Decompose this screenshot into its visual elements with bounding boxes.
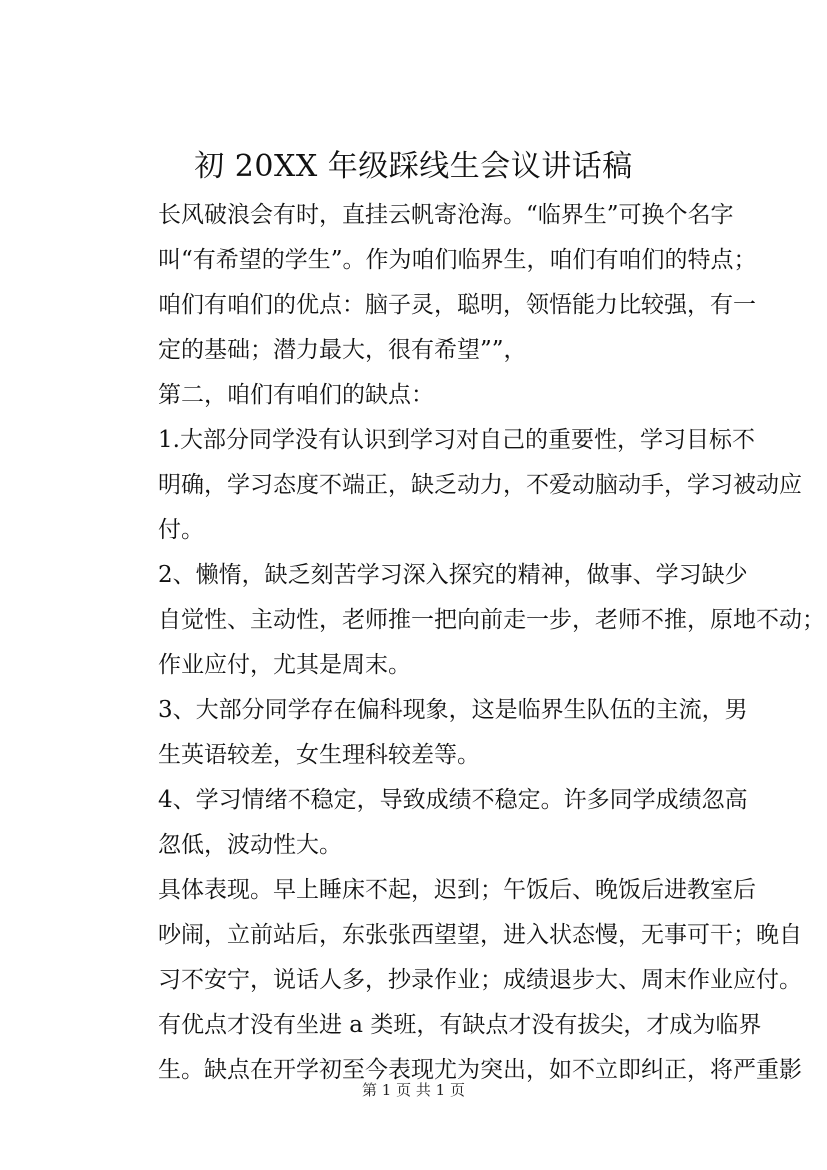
paragraph	[112, 553, 825, 688]
text-line: 2、懒惰，缺乏刻苦学习深入探究的精神，做事、学习缺少	[158, 562, 748, 588]
text-line: 自觉性、主动性，老师推一把向前走一步，老师不推，原地不动；	[158, 607, 825, 633]
text-line: 3、大部分同学存在偏科现象，这是临界生队伍的主流，男	[158, 697, 748, 723]
text-line: 习不安宁，说话人多，抄录作业；成绩退步大、周末作业应付。	[158, 967, 802, 993]
page-number-footer: 第 1 页 共 1 页	[362, 1081, 465, 1099]
text-line: 吵闹，立前站后，东张张西望望，进入状态慢，无事可干；晚自	[158, 922, 802, 948]
text-line: 长风破浪会有时，直挂云帆寄沧海。“临界生”可换个名字	[158, 202, 734, 228]
paragraph	[112, 778, 748, 868]
paragraph	[112, 373, 730, 418]
document-body	[112, 193, 825, 1093]
paragraph	[112, 688, 748, 778]
text-line: 有优点才没有坐进 a 类班，有缺点才没有拔尖，才成为临界	[158, 1012, 762, 1038]
text-line: 4、学习情绪不稳定，导致成绩不稳定。许多同学成绩忽高	[158, 787, 748, 813]
text-line: 定的基础；潜力最大，很有希望””，	[158, 337, 527, 363]
paragraph	[112, 868, 802, 1003]
text-line: 叫“有希望的学生”。作为咱们临界生，咱们有咱们的特点；	[158, 247, 757, 273]
text-line: 生英语较差，女生理科较差等。	[158, 742, 480, 768]
text-line: 咱们有咱们的优点：脑子灵，聪明，领悟能力比较强，有一	[158, 292, 756, 318]
text-line: 作业应付，尤其是周末。	[158, 652, 411, 678]
paragraph	[112, 418, 802, 553]
paragraph	[112, 193, 757, 283]
text-line: 明确，学习态度不端正，缺乏动力，不爱动脑动手，学习被动应	[158, 472, 802, 498]
text-line: 生。缺点在开学初至今表现尤为突出，如不立即纠正，将严重影	[158, 1057, 802, 1083]
text-line: 忽低，波动性大。	[158, 832, 342, 858]
text-line: 第二，咱们有咱们的缺点：	[158, 382, 434, 408]
paragraph	[112, 283, 756, 373]
document-title: 初 20XX 年级踩线生会议讲话稿	[194, 149, 633, 184]
text-line: 付。	[158, 517, 204, 543]
text-line: 1.大部分同学没有认识到学习对自己的重要性，学习目标不	[158, 427, 755, 453]
text-line: 具体表现。早上睡床不起，迟到；午饭后、晚饭后进教室后	[158, 877, 756, 903]
